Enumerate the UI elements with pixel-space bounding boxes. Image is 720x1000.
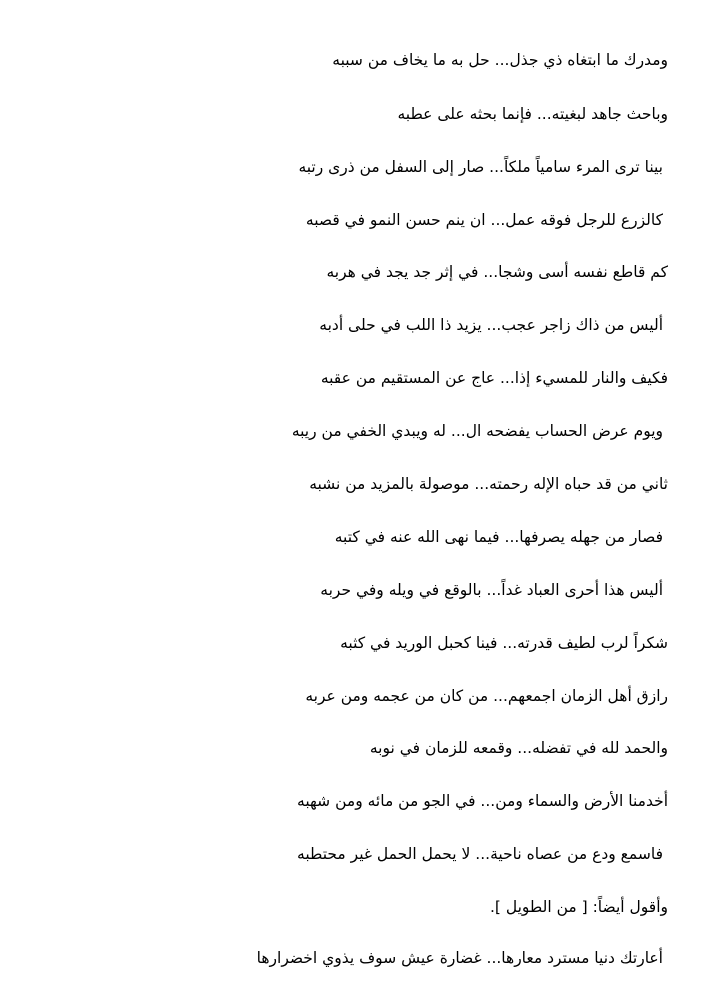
poem-line: فصار من جهله يصرفها... فيما نهى الله عنه في كتبه bbox=[334, 528, 663, 546]
poem-line: ويوم عرض الحساب يفضحه ال... له ويبدي الخفي من ريبه bbox=[291, 422, 663, 440]
poem-line: ثاني من قد حباه الإله رحمته... موصولة بالمزيد من نشبه bbox=[309, 475, 668, 493]
poem-line: شكراً لرب لطيف قدرته... فينا كحبل الوريد في كثبه bbox=[340, 634, 668, 652]
poem-line: والحمد لله في تفضله... وقمعه للزمان في نوبه bbox=[369, 739, 668, 757]
poem-line: فكيف والنار للمسيء إذا... عاج عن المستقيم من عقبه bbox=[320, 369, 668, 387]
poem-line: وباحث جاهد لبغيته... فإنما بحثه على عطبه bbox=[397, 105, 668, 123]
poem-line: أليس هذا أحرى العباد غداً... بالوقع في ويله وفي حربه bbox=[320, 581, 663, 599]
poem-line: كالزرع للرجل فوقه عمل... ان ينم حسن النمو في قصبه bbox=[305, 211, 663, 229]
poem-line: بينا ترى المرء سامياً ملكاً... صار إلى السفل من ذرى رتبه bbox=[298, 158, 663, 176]
poem-line: فاسمع ودع من عصاه ناحية... لا يحمل الحمل غير محتطبه bbox=[297, 845, 663, 863]
section-heading: وأقول أيضاً: [ من الطويل ]. bbox=[489, 898, 668, 916]
poem-line: أعارتك دنيا مسترد معارها... غضارة عيش سوف يذوي اخضرارها bbox=[256, 949, 663, 967]
poem-line: أخدمنا الأرض والسماء ومن... في الجو من مائه ومن شهبه bbox=[297, 792, 668, 810]
poem-line: رازق أهل الزمان اجمعهم... من كان من عجمه ومن عربه bbox=[305, 687, 668, 705]
poem-line: كم قاطع نفسه أسى وشجا... في إثر جد يجد في هربه bbox=[326, 263, 668, 281]
poem-line: ومدرك ما ابتغاه ذي جذل... حل به ما يخاف من سببه bbox=[332, 51, 668, 69]
poem-line: أليس من ذاك زاجر عجب... يزيد ذا اللب في حلى أدبه bbox=[319, 316, 663, 334]
